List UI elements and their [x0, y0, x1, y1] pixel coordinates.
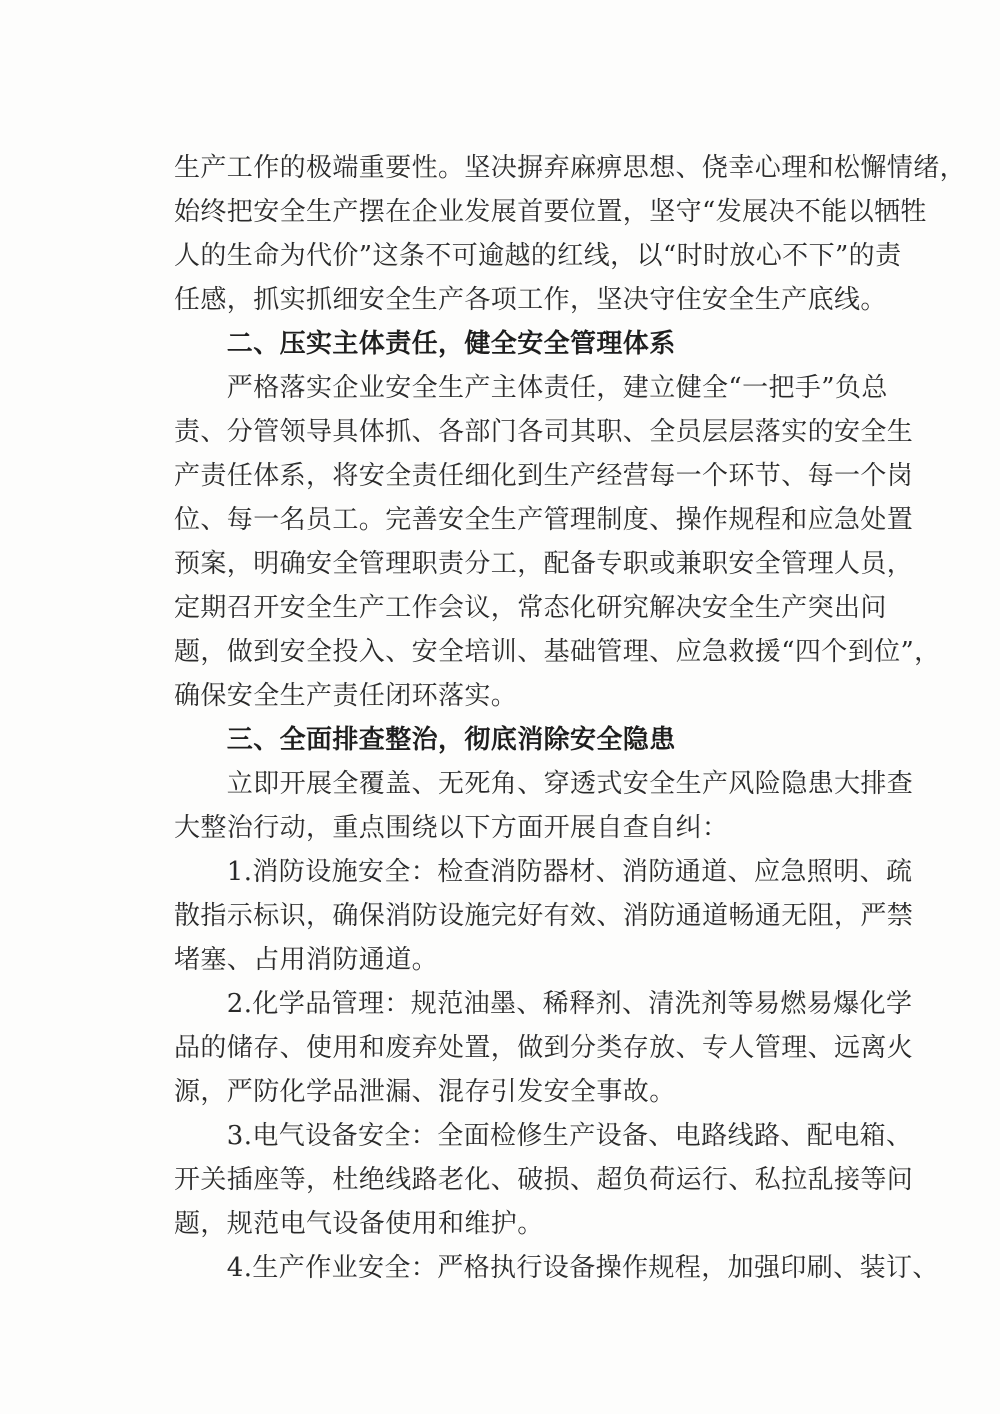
- text-line: 确保安全生产责任闭环落实。: [174, 681, 518, 711]
- text-line: 2.化学品管理：规范油墨、稀释剂、清洗剂等易燃易爆化学: [174, 989, 913, 1019]
- section-heading: 三、全面排查整治，彻底消除安全隐患: [174, 725, 676, 755]
- text-line: 题，规范电气设备使用和维护。: [174, 1209, 544, 1239]
- text-line: 品的储存、使用和废弃处置，做到分类存放、专人管理、远离火: [174, 1033, 914, 1063]
- text-line: 定期召开安全生产工作会议，常态化研究解决安全生产突出问: [174, 593, 887, 623]
- text-line: 1.消防设施安全：检查消防器材、消防通道、应急照明、疏: [174, 857, 913, 887]
- document-body: [174, 146, 967, 1290]
- text-line: 4.生产作业安全：严格执行设备操作规程，加强印刷、装订、: [174, 1253, 939, 1283]
- text-line: 堵塞、占用消防通道。: [174, 945, 439, 975]
- text-line: 人的生命为代价”这条不可逾越的红线，以“时时放心不下”的责: [174, 241, 902, 271]
- text-line: 严格落实企业安全生产主体责任，建立健全“一把手”负总: [174, 373, 888, 403]
- text-line: 责、分管领导具体抓、各部门各司其职、全员层层落实的安全生: [174, 417, 914, 447]
- section-heading: 二、压实主体责任，健全安全管理体系: [174, 329, 676, 359]
- text-line: 预案，明确安全管理职责分工，配备专职或兼职安全管理人员，: [174, 549, 914, 579]
- text-line: 源，严防化学品泄漏、混存引发安全事故。: [174, 1077, 676, 1107]
- text-line: 立即开展全覆盖、无死角、穿透式安全生产风险隐患大排查: [174, 769, 914, 799]
- text-line: 大整治行动，重点围绕以下方面开展自查自纠：: [174, 813, 729, 843]
- text-line: 始终把安全生产摆在企业发展首要位置，坚守“发展决不能以牺牲: [174, 197, 927, 227]
- text-line: 生产工作的极端重要性。坚决摒弃麻痹思想、侥幸心理和松懈情绪，: [174, 153, 967, 183]
- text-line: 位、每一名员工。完善安全生产管理制度、操作规程和应急处置: [174, 505, 914, 535]
- text-line: 散指示标识，确保消防设施完好有效、消防通道畅通无阻，严禁: [174, 901, 914, 931]
- text-line: 3.电气设备安全：全面检修生产设备、电路线路、配电箱、: [174, 1121, 913, 1151]
- text-line: 任感，抓实抓细安全生产各项工作，坚决守住安全生产底线。: [174, 285, 887, 315]
- text-line: 题，做到安全投入、安全培训、基础管理、应急救援“四个到位”，: [174, 637, 941, 667]
- text-line: 开关插座等，杜绝线路老化、破损、超负荷运行、私拉乱接等问: [174, 1165, 914, 1195]
- text-line: 产责任体系，将安全责任细化到生产经营每一个环节、每一个岗: [174, 461, 914, 491]
